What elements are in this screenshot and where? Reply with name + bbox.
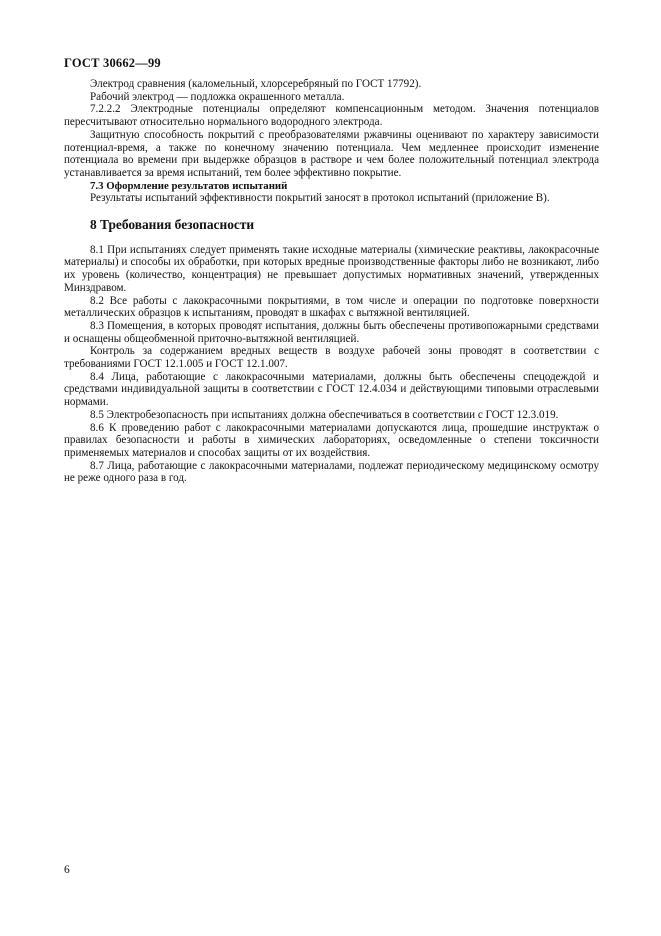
document-code-header: ГОСТ 30662—99 [64,56,161,70]
paragraph-8-4: 8.4 Лица, работающие с лакокрасочными материалами, должны быть обеспечены спецодеждой и средствами индивидуальной защиты в соответствии с ГОСТ 12.4.034 и действующими типовыми отраслевыми нормами. [64,370,599,409]
paragraph-protective-ability: Защитную способность покрытий с преобразователями ржавчины оценивают по характеру зависимости потенциал-время, а также по конечному значению потенциала. Чем медленнее происходит изменение потенциала во времени при выдержке образцов в растворе и чем более положительный потенциал электрода устанавливается за время испытаний, тем более эффективно покрытие. [64,128,599,179]
page-number: 6 [64,864,70,876]
paragraph-reference-electrode: Электрод сравнения (каломельный, хлорсеребряный по ГОСТ 17792). [90,78,422,90]
paragraph-8-7: 8.7 Лица, работающие с лакокрасочными материалами, подлежат периодическому медицинскому осмотру не реже одного раза в год. [64,459,599,485]
section-heading-8: 8 Требования безопасности [90,217,255,233]
paragraph-results: Результаты испытаний эффективности покрытий заносят в протокол испытаний (приложение В). [90,192,550,205]
paragraph-working-electrode: Рабочий электрод — подложка окрашенного металла. [90,90,345,103]
paragraph-8-2: 8.2 Все работы с лакокрасочными покрытиями, в том числе и операции по подготовке поверхности металлических образцов к испытаниям, проводят в шкафах с вытяжной вентиляцией. [64,294,599,320]
paragraph-8-5: 8.5 Электробезопасность при испытаниях должна обеспечиваться в соответствии с ГОСТ 12.3.019. [90,408,559,421]
paragraph-8-3-control: Контроль за содержанием вредных веществ в воздухе рабочей зоны проводят в соответствии с требованиями ГОСТ 12.1.005 и ГОСТ 12.1.007. [64,345,599,371]
document-body [64,78,599,485]
subsection-heading-7-3: 7.3 Оформление результатов испытаний [90,179,288,192]
paragraph-8-6: 8.6 К проведению работ с лакокрасочными материалами допускаются лица, прошедшие инструктаж о правилах безопасности и работы в химических лабораториях, осведомленные о степени токсичности применяемых материалов и способах защиты от их воздействия. [64,421,599,459]
paragraph-8-3: 8.3 Помещения, в которых проводят испытания, должны быть обеспечены противопожарными средствами и оснащены общеобменной приточно-вытяжной вентиляцией. [64,319,599,345]
paragraph-8-1: 8.1 При испытаниях следует применять такие исходные материалы (химические реактивы, лакокрасочные материалы) и способы их обработки, при которых вредные производственные факторы либо не возникают, либо их уровень (количество, концентрация) не превышает допустимых нормативных значений, утвержденных Минздравом. [64,243,599,294]
paragraph-7-2-2-2: 7.2.2.2 Электродные потенциалы определяют компенсационным методом. Значения потенциалов пересчитывают относительно нормального водородного электрода. [64,103,599,129]
